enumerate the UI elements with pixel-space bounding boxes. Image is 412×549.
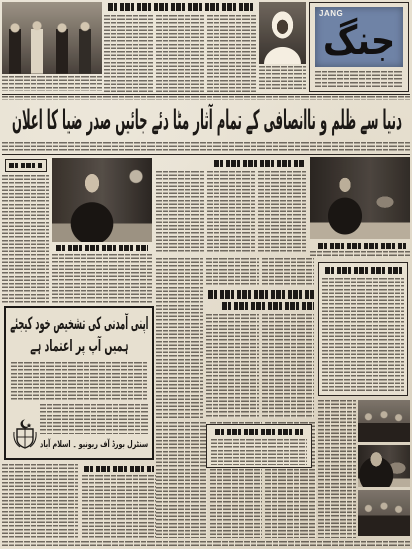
divider-rule xyxy=(2,94,410,95)
article-text-column xyxy=(262,258,315,286)
kicker-text xyxy=(2,96,410,100)
article-text-column xyxy=(2,175,49,303)
photo-caption-text xyxy=(2,76,102,91)
photo-delegates xyxy=(358,445,410,487)
photo-caption-headline xyxy=(318,243,406,249)
article-text-column xyxy=(156,258,203,418)
ad-issuer-text: سنٹرل بورڈ آف ریونیو ۔ اسلام آباد xyxy=(40,440,148,450)
story-headline xyxy=(214,160,304,167)
lead-strapline-text xyxy=(2,142,410,152)
state-emblem-icon xyxy=(12,418,38,450)
boxed-brief xyxy=(206,424,312,468)
article-text-column xyxy=(206,314,259,418)
masthead xyxy=(309,2,409,92)
article-text-block xyxy=(322,278,404,393)
divider-rule xyxy=(2,154,410,155)
photo-caption-headline xyxy=(56,245,148,251)
photo-president-speaking xyxy=(52,158,152,242)
top-story-headline xyxy=(108,3,254,11)
photo-meeting xyxy=(358,400,410,442)
top-story-columns xyxy=(104,15,256,92)
ad-subheadline xyxy=(30,336,128,356)
article-text-column xyxy=(262,314,315,418)
article-text-column xyxy=(82,475,156,538)
lead-headline-text: دنیا سے ظلم و ناانصافی کے تمام آثار مٹا دئے جائیں صدر ضیا کا اعلان xyxy=(12,105,402,136)
ad-body-text xyxy=(11,362,147,400)
ad-headline-text: اپنی آمدنی کی تشخیص خود کیجئے xyxy=(10,314,148,334)
article-text-column xyxy=(156,422,207,538)
logo-urdu-text: جنگ xyxy=(323,18,395,64)
ad-body-text xyxy=(40,404,148,434)
story-columns xyxy=(206,258,314,286)
photo-caption-text xyxy=(259,66,306,91)
dateline-text xyxy=(315,71,403,88)
logo-latin-text: JANG xyxy=(319,9,344,18)
secondary-headline xyxy=(222,302,314,310)
story-columns xyxy=(206,314,314,418)
article-text-block xyxy=(52,254,152,304)
story-columns xyxy=(156,171,306,253)
footer-imprint-text xyxy=(2,541,410,546)
article-text-column xyxy=(258,171,306,253)
photo-dignitary-portrait xyxy=(259,2,306,64)
tax-advertisement xyxy=(4,306,154,460)
secondary-headline xyxy=(208,290,314,299)
article-text-column xyxy=(207,171,255,253)
article-text-column xyxy=(104,15,153,92)
boxed-story-headline xyxy=(325,267,403,274)
article-text-column xyxy=(206,258,259,286)
column-heading-box xyxy=(5,159,47,172)
boxed-story xyxy=(318,262,408,396)
article-text-column xyxy=(207,15,256,92)
article-text-column xyxy=(156,171,204,253)
photo-officials-walking xyxy=(2,2,102,74)
logo-urdu-wordmark xyxy=(323,17,395,65)
story-headline xyxy=(84,466,154,472)
ad-subheadline-text: ہمیں آپ پر اعتماد ہے xyxy=(30,336,128,355)
lead-headline xyxy=(12,101,402,141)
photo-official-at-desk xyxy=(310,157,410,239)
article-text-column xyxy=(318,400,356,538)
photo-gathering xyxy=(358,490,410,536)
article-text-block xyxy=(211,439,307,465)
photo-caption-text xyxy=(310,251,410,258)
article-text-column xyxy=(2,464,78,538)
masthead-logo xyxy=(315,7,403,67)
boxed-brief-headline xyxy=(215,429,303,435)
ad-issuer xyxy=(40,438,148,452)
article-text-column xyxy=(156,15,205,92)
column-heading xyxy=(9,163,43,168)
ad-headline xyxy=(10,313,148,335)
